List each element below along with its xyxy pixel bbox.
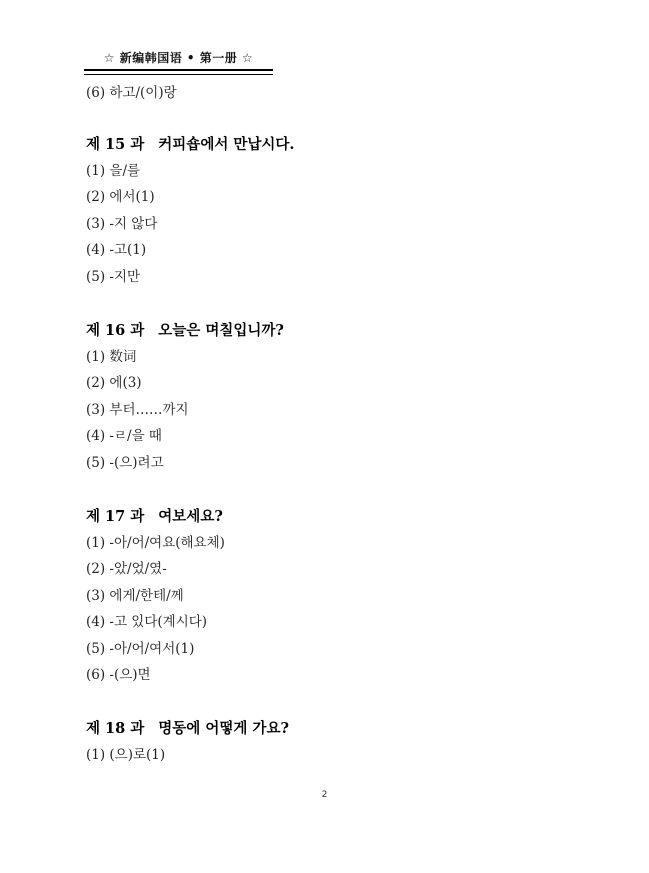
list-item: (6) 하고/(이)랑 [86, 85, 177, 101]
list-item: (1) 数词 [86, 349, 137, 365]
list-item: (5) -(으)려고 [86, 455, 164, 471]
lesson-number: 제 17 과 [86, 508, 145, 525]
list-item: (2) -았/었/였- [86, 561, 167, 577]
lesson-number: 제 15 과 [86, 136, 145, 153]
lesson-number: 제 16 과 [86, 322, 145, 339]
header-rule-thick [84, 69, 273, 71]
list-item: (3) 부터……까지 [86, 402, 189, 418]
list-item: (5) -아/어/여서(1) [86, 641, 195, 657]
page-header [84, 50, 273, 66]
list-item: (3) 에게/한테/께 [86, 588, 184, 604]
list-item: (1) -아/어/여요(해요체) [86, 535, 225, 551]
list-item: (6) -(으)면 [86, 667, 151, 683]
lesson-18-heading [86, 719, 289, 739]
lesson-title: 오늘은 며칠입니까? [158, 322, 284, 339]
list-item: (2) 에서(1) [86, 189, 155, 205]
list-item: (4) -고(1) [86, 242, 147, 258]
lesson-15-heading [86, 135, 294, 155]
list-item: (5) -지만 [86, 269, 141, 285]
header-title: ☆ 新编韩国语 • 第一册 ☆ [103, 51, 254, 65]
header-rule-thin [84, 74, 273, 75]
list-item: (2) 에(3) [86, 375, 142, 391]
lesson-title: 명동에 어떻게 가요? [158, 720, 289, 737]
list-item: (3) -지 않다 [86, 216, 158, 232]
list-item: (4) -고 있다(계시다) [86, 614, 208, 630]
lesson-16-heading [86, 321, 284, 341]
lesson-title: 여보세요? [158, 508, 223, 525]
list-item: (1) 을/를 [86, 163, 141, 179]
lesson-number: 제 18 과 [86, 720, 145, 737]
list-item: (4) -ㄹ/을 때 [86, 428, 162, 444]
list-item: (1) (으)로(1) [86, 747, 166, 763]
page-number: 2 [321, 790, 328, 800]
lesson-title: 커피숍에서 만납시다. [158, 136, 295, 153]
lesson-17-heading [86, 507, 223, 527]
